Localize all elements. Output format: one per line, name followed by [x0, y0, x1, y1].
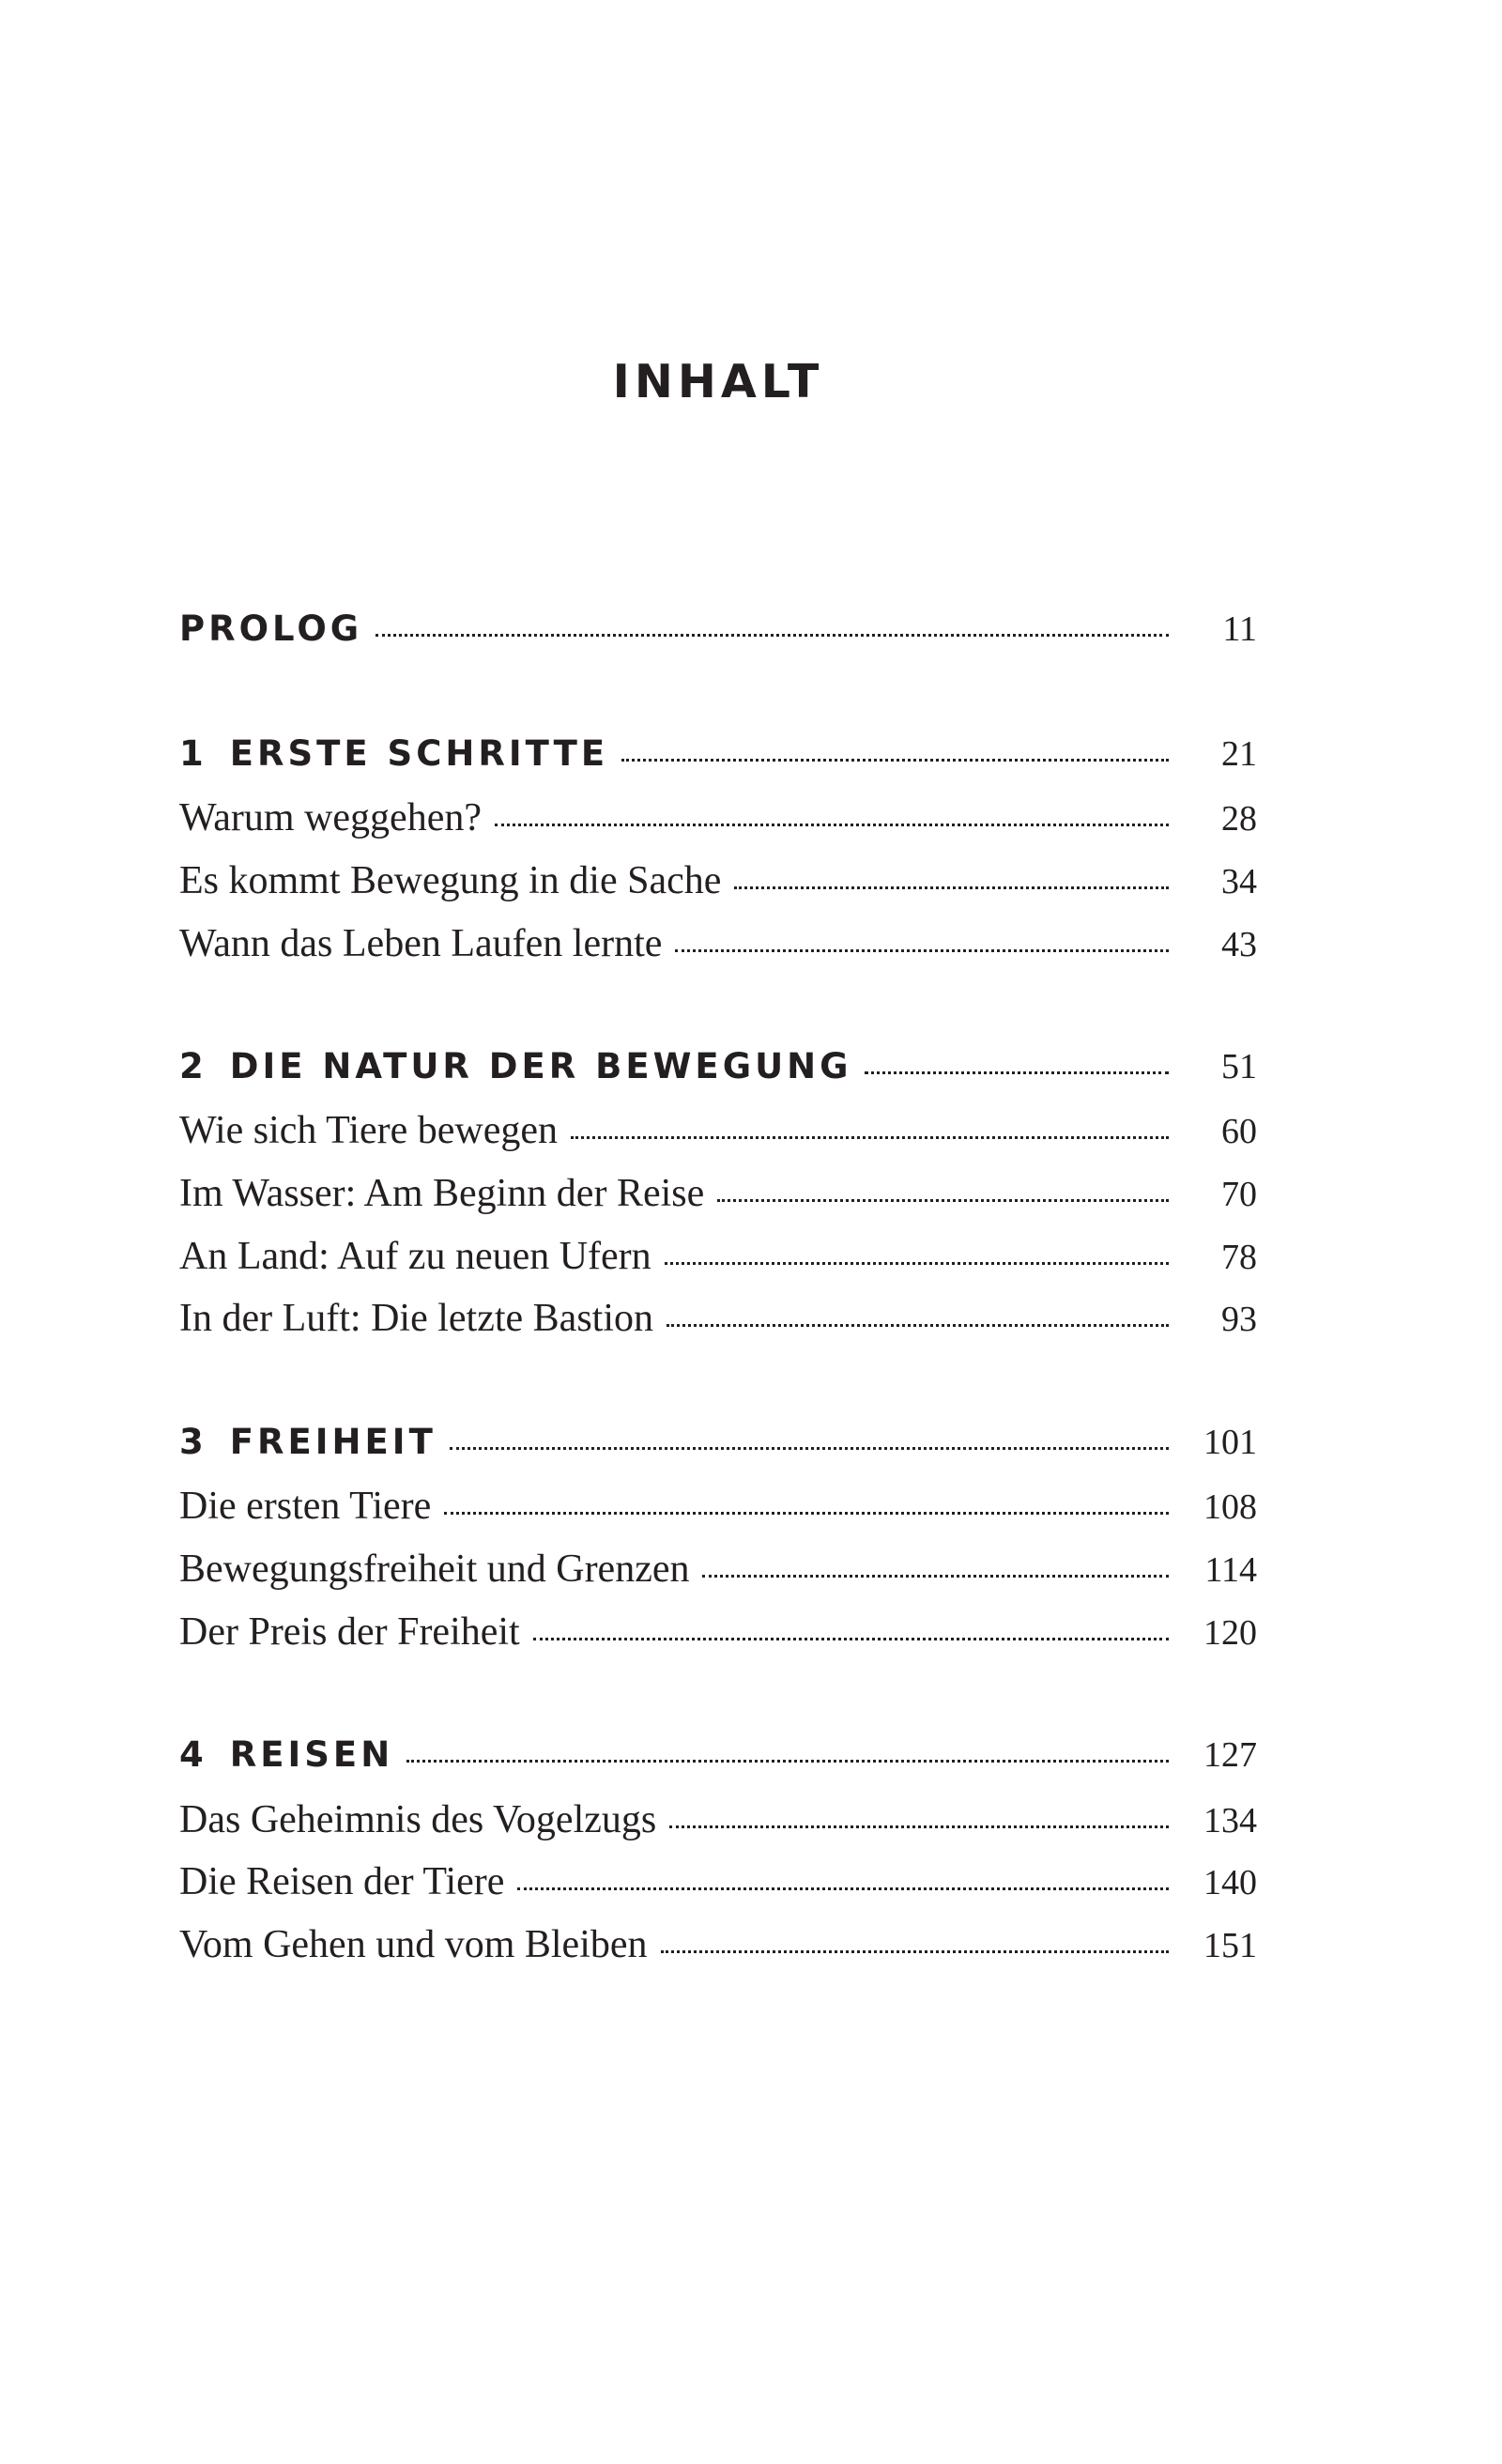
toc-page-number: 127 — [1203, 1735, 1257, 1775]
dot-leader — [444, 1512, 1169, 1515]
section-title: An Land: Auf zu neuen Ufern — [179, 1235, 651, 1278]
toc-page-number: 114 — [1204, 1550, 1257, 1590]
page-title: INHALT — [612, 355, 824, 408]
dot-leader — [621, 759, 1169, 762]
toc-page-number: 140 — [1203, 1863, 1257, 1902]
toc-entry-chapter-4[interactable] — [179, 1734, 1257, 1791]
section-title: Der Preis der Freiheit — [179, 1610, 520, 1654]
chapter-title: FREIHEIT — [229, 1422, 437, 1462]
section-title: In der Luft: Die letzte Bastion — [179, 1297, 654, 1340]
toc-entry-section[interactable] — [179, 1859, 1257, 1916]
dot-leader — [702, 1575, 1169, 1578]
toc-chapter-title: PROLOG — [179, 608, 363, 649]
toc-chapter-title — [179, 1422, 437, 1462]
toc-page-number: 28 — [1221, 799, 1257, 839]
toc-entry-chapter-2[interactable] — [179, 1046, 1257, 1102]
toc-page-number: 11 — [1222, 609, 1257, 649]
dot-leader — [734, 886, 1169, 889]
dot-leader — [517, 1887, 1169, 1890]
dot-leader — [669, 1825, 1169, 1828]
chapter-number: 4 — [179, 1734, 207, 1775]
dot-leader — [665, 1262, 1169, 1265]
toc-entry-section[interactable] — [179, 1234, 1257, 1290]
toc-page-number: 134 — [1203, 1801, 1257, 1840]
toc-page-number: 120 — [1203, 1613, 1257, 1653]
toc-page-number: 43 — [1221, 925, 1257, 964]
toc-page-number: 151 — [1203, 1926, 1257, 1965]
toc-entry-section[interactable] — [179, 1108, 1257, 1164]
dot-leader — [376, 634, 1169, 637]
toc-entry-section[interactable] — [179, 921, 1257, 978]
toc-entry-chapter-1[interactable] — [179, 733, 1257, 790]
dot-leader — [533, 1638, 1169, 1640]
chapter-title: REISEN — [229, 1734, 394, 1775]
section-title: Die Reisen der Tiere — [179, 1860, 505, 1903]
section-title: Das Geheimnis des Vogelzugs — [179, 1798, 657, 1841]
toc-entry-section[interactable] — [179, 1484, 1257, 1540]
chapter-title: ERSTE SCHRITTE — [229, 733, 609, 774]
toc-entry-section[interactable] — [179, 1547, 1257, 1603]
dot-leader — [675, 949, 1169, 952]
toc-entry-section[interactable] — [179, 1609, 1257, 1666]
toc-chapter-title — [179, 1734, 393, 1775]
dot-leader — [661, 1950, 1169, 1953]
toc-page-number: 70 — [1221, 1175, 1257, 1214]
section-title: Vom Gehen und vom Bleiben — [179, 1923, 648, 1966]
dot-leader — [717, 1199, 1169, 1202]
chapter-number: 3 — [179, 1422, 207, 1462]
toc-entry-prolog[interactable] — [179, 608, 1257, 665]
toc-page-number: 101 — [1203, 1423, 1257, 1462]
toc-entry-section[interactable] — [179, 1171, 1257, 1227]
toc-page-number: 60 — [1221, 1112, 1257, 1151]
toc-chapter-title — [179, 733, 608, 774]
toc-page-number: 51 — [1221, 1047, 1257, 1086]
toc-entry-section[interactable] — [179, 795, 1257, 852]
dot-leader — [406, 1760, 1169, 1763]
toc-entry-section[interactable] — [179, 1296, 1257, 1352]
toc-page-number: 93 — [1221, 1300, 1257, 1339]
section-title: Wann das Leben Laufen lernte — [179, 922, 663, 965]
section-title: Bewegungsfreiheit und Grenzen — [179, 1548, 690, 1591]
toc-page-number: 78 — [1221, 1238, 1257, 1277]
section-title: Im Wasser: Am Beginn der Reise — [179, 1172, 705, 1215]
toc-entry-section[interactable] — [179, 1797, 1257, 1854]
toc-page-number: 108 — [1203, 1487, 1257, 1527]
chapter-number: 1 — [179, 733, 207, 774]
dot-leader — [571, 1136, 1169, 1139]
toc-page-number: 34 — [1221, 862, 1257, 901]
chapter-number: 2 — [179, 1046, 207, 1086]
section-title: Es kommt Bewegung in die Sache — [179, 859, 722, 902]
toc-chapter-title — [179, 1046, 851, 1086]
section-title: Wie sich Tiere bewegen — [179, 1109, 559, 1152]
toc-entry-section[interactable] — [179, 1922, 1257, 1979]
dot-leader — [450, 1447, 1169, 1450]
dot-leader — [667, 1324, 1169, 1327]
dot-leader — [495, 824, 1169, 826]
toc-entry-section[interactable] — [179, 858, 1257, 915]
toc-page-number: 21 — [1221, 734, 1257, 774]
chapter-title: DIE NATUR DER BEWEGUNG — [229, 1046, 852, 1086]
section-title: Die ersten Tiere — [179, 1485, 432, 1528]
dot-leader — [865, 1071, 1169, 1074]
toc-entry-chapter-3[interactable] — [179, 1422, 1257, 1478]
section-title: Warum weggehen? — [179, 796, 482, 839]
